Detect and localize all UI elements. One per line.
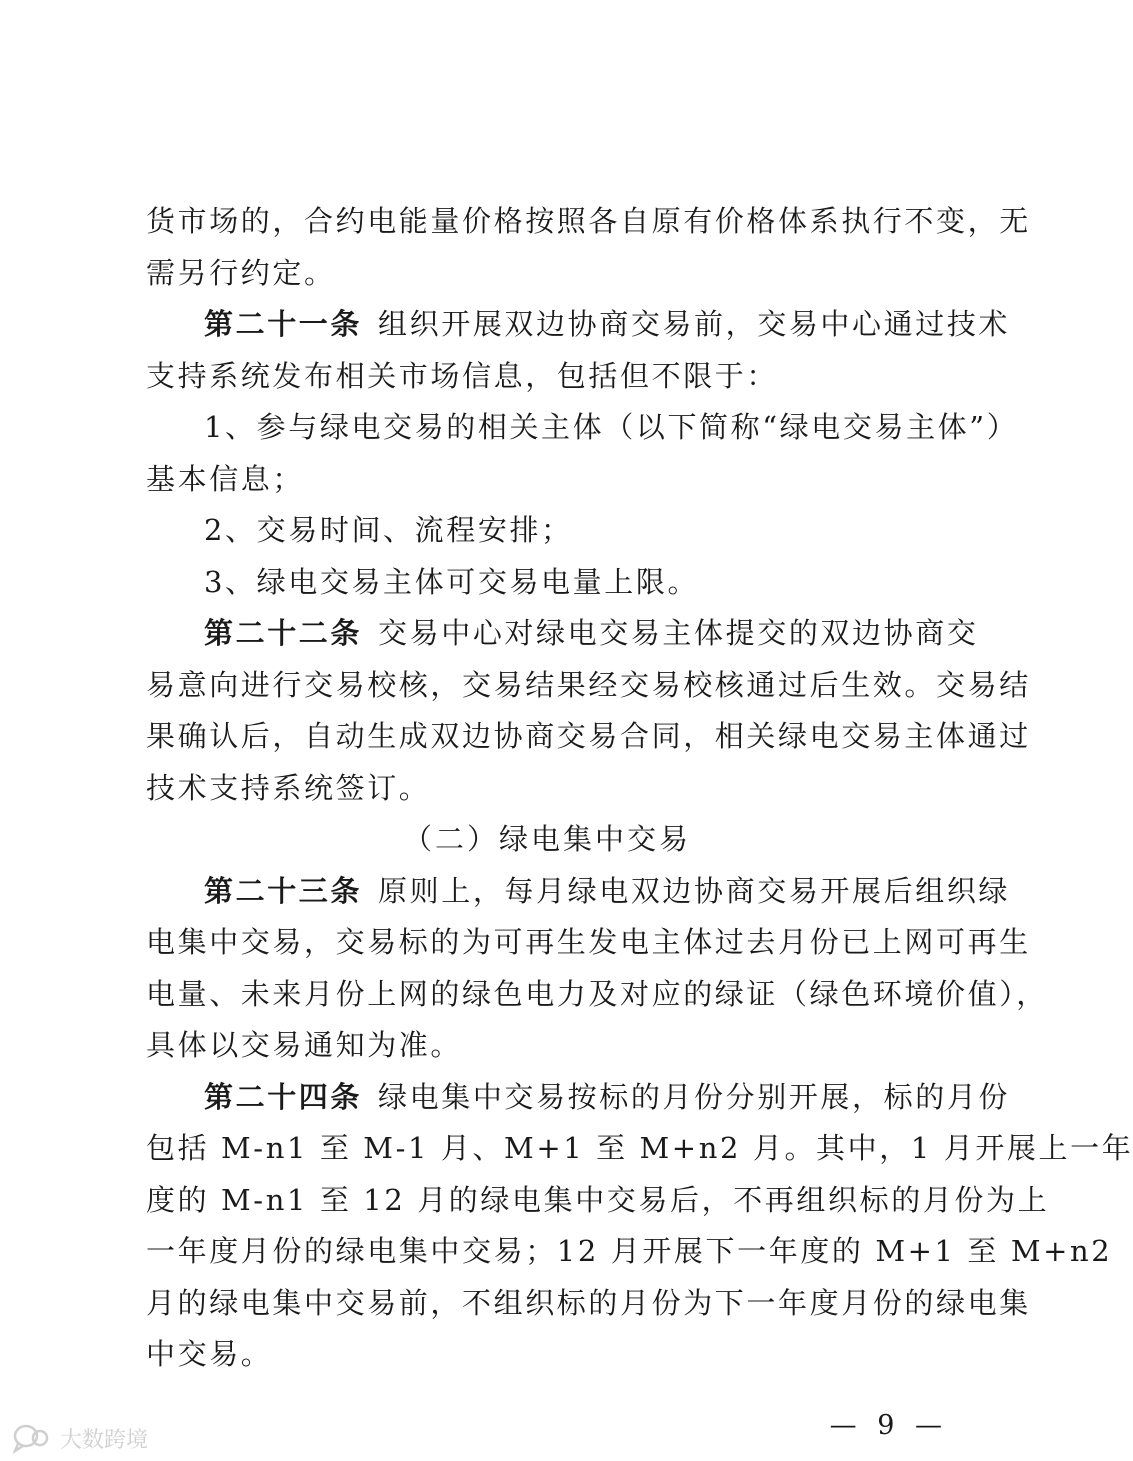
- text-line: [146, 402, 1019, 454]
- text-line: [146, 1226, 1113, 1278]
- article-number: 第二十四条: [204, 1079, 363, 1114]
- line-text: 需另行约定。: [146, 255, 336, 290]
- line-text: 电量、未来月份上网的绿色电力及对应的绿证（绿色环境价值），: [146, 976, 1048, 1011]
- line-text: 3、绿电交易主体可交易电量上限。: [204, 564, 700, 599]
- chat-bubble-logo-icon: [12, 1422, 52, 1454]
- line-text: 货市场的，合约电能量价格按照各自原有价格体系执行不变，无: [146, 204, 1031, 238]
- line-text: 组织开展双边协商交易前，交易中心通过技术: [378, 307, 1011, 341]
- watermark: [12, 1422, 148, 1454]
- text-line: [146, 917, 1031, 969]
- line-text: 电集中交易，交易标的为可再生发电主体过去月份已上网可再生: [146, 925, 1031, 959]
- line-text: 中交易。: [146, 1337, 273, 1371]
- text-line: [146, 1278, 1031, 1330]
- line-text: 基本信息；: [146, 461, 305, 496]
- article-line: [146, 866, 1011, 918]
- document-body: [146, 196, 1133, 1381]
- text-line: [146, 351, 948, 403]
- text-line: [146, 1175, 1050, 1227]
- article-number: 第二十二条: [204, 616, 363, 650]
- article-line: [146, 608, 979, 660]
- line-text: 交易中心对绿电交易主体提交的双边协商交: [378, 616, 979, 650]
- article-number: 第二十三条: [204, 873, 363, 908]
- text-line: [146, 505, 948, 557]
- text-line: [146, 969, 1048, 1021]
- article-line: [146, 299, 1011, 351]
- line-text: 1、参与绿电交易的相关主体（以下简称“绿电交易主体”）: [204, 410, 1019, 444]
- text-line: [146, 1123, 1133, 1175]
- line-text: 包括 M-n1 至 M-1 月、M+1 至 M+n2 月。其中，1 月开展上一年: [146, 1131, 1133, 1165]
- line-text: 易意向进行交易校核，交易结果经交易校核通过后生效。交易结: [146, 667, 1031, 702]
- line-text: 绿电集中交易按标的月份分别开展，标的月份: [378, 1079, 1011, 1114]
- line-text: 具体以交易通知为准。: [146, 1028, 463, 1062]
- line-text: 2、交易时间、流程安排；: [204, 513, 573, 547]
- line-text: 果确认后，自动生成双边协商交易合同，相关绿电交易主体通过: [146, 719, 1031, 753]
- text-line: [146, 1329, 948, 1381]
- article-line: [146, 1072, 1011, 1124]
- text-line: [146, 763, 948, 815]
- article-number: 第二十一条: [204, 307, 363, 341]
- line-text: 月的绿电集中交易前，不组织标的月份为下一年度月份的绿电集: [146, 1285, 1031, 1320]
- text-line: [146, 1020, 948, 1072]
- line-text: 技术支持系统签订。: [146, 770, 431, 805]
- text-line: [146, 557, 948, 609]
- line-text: 一年度月份的绿电集中交易；12 月开展下一年度的 M+1 至 M+n2: [146, 1234, 1113, 1268]
- watermark-text: 大数跨境: [60, 1427, 149, 1453]
- text-line: [146, 711, 1031, 763]
- page-number: — 9 —: [829, 1410, 948, 1441]
- text-line: [146, 454, 948, 506]
- line-text: 支持系统发布相关市场信息，包括但不限于：: [146, 358, 779, 393]
- line-text: 度的 M-n1 至 12 月的绿电集中交易后，不再组织标的月份为上: [146, 1182, 1050, 1217]
- section-heading: （二）绿电集中交易: [402, 822, 691, 856]
- text-line: [146, 660, 1031, 712]
- text-line: [146, 196, 1031, 248]
- text-line: [146, 248, 948, 300]
- line-text: 原则上，每月绿电双边协商交易开展后组织绿: [378, 873, 1011, 908]
